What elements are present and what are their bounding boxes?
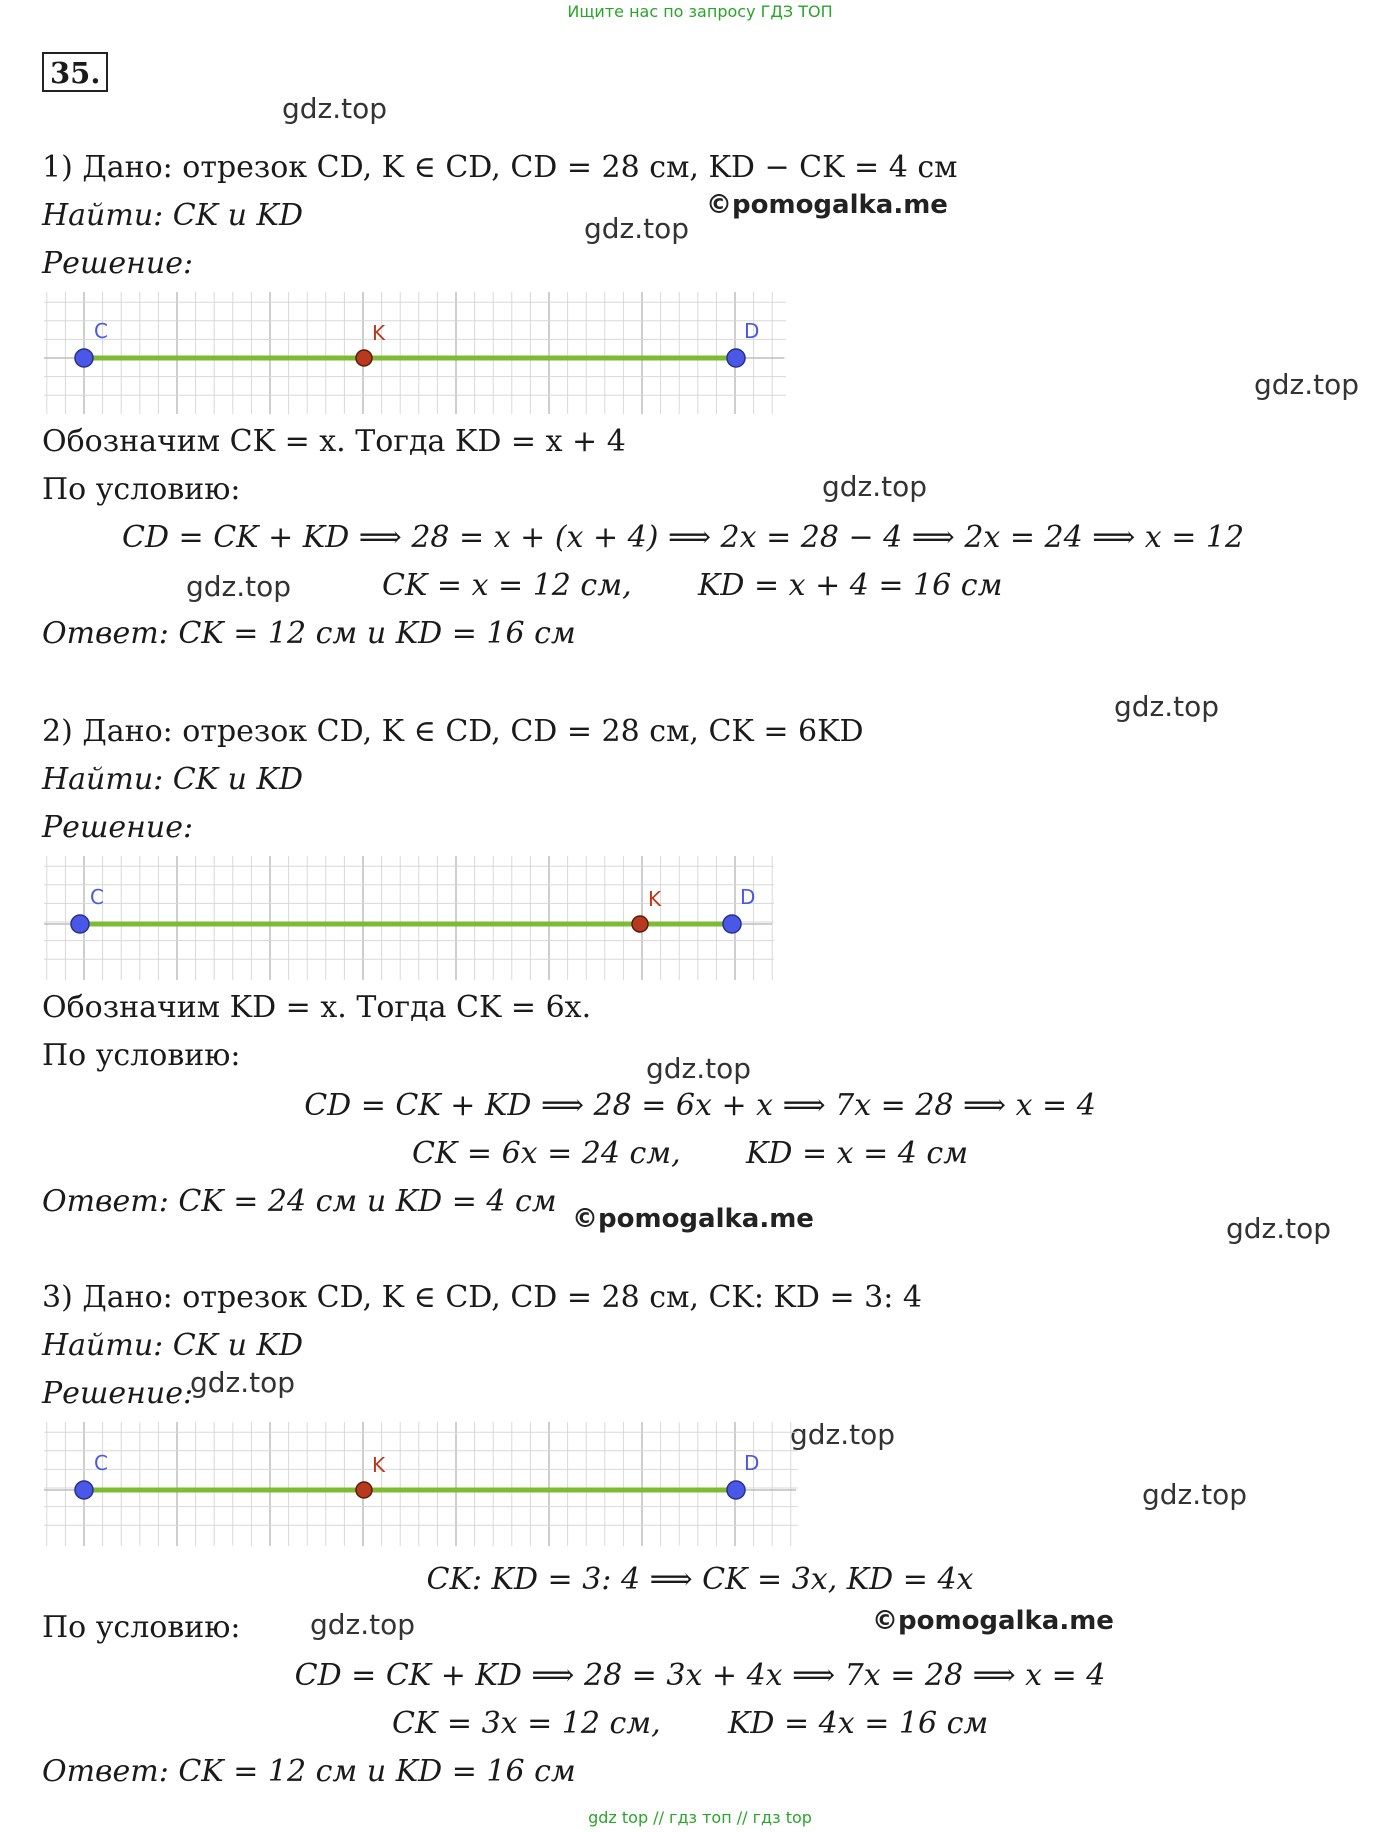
part1-answer: Ответ: CK = 12 см и KD = 16 см	[42, 616, 576, 651]
footer: gdz top // гдз топ // гдз top	[588, 1808, 812, 1827]
watermark-gdz: gdz.top	[282, 92, 388, 125]
point-c	[75, 349, 93, 367]
part3-ratio: CK: KD = 3: 4 ⟹ CK = 3x, KD = 4x	[426, 1562, 974, 1597]
part3-find: Найти: CK и KD	[42, 1328, 304, 1363]
watermark-gdz: gdz.top	[1114, 690, 1220, 723]
part3-answer: Ответ: CK = 12 см и KD = 16 см	[42, 1754, 576, 1789]
part3-condition: По условию:	[42, 1610, 241, 1645]
part1-segment-diagram	[44, 292, 786, 414]
watermark-pomogalka: ©pomogalka.me	[706, 190, 948, 220]
watermark-gdz: gdz.top	[310, 1608, 416, 1641]
label-c: C	[94, 1451, 108, 1475]
part2-condition: По условию:	[42, 1038, 241, 1073]
label-c: C	[94, 319, 108, 343]
part3-solution-label: Решение:	[42, 1376, 194, 1411]
point-d	[723, 915, 741, 933]
part3-result-kd: KD = 4x = 16 см	[728, 1706, 989, 1741]
point-k	[632, 916, 648, 932]
part3-result-ck: CK = 3x = 12 см,	[392, 1706, 661, 1741]
top-banner: Ищите нас по запросу ГДЗ ТОП	[567, 2, 833, 21]
part2-answer: Ответ: CK = 24 см и KD = 4 см	[42, 1184, 557, 1219]
point-c	[75, 1481, 93, 1499]
part1-given: 1) Дано: отрезок CD, K ∈ CD, CD = 28 см, KD − CK = 4 см	[42, 150, 958, 185]
watermark-gdz: gdz.top	[790, 1418, 896, 1451]
part1-solution-label: Решение:	[42, 246, 194, 281]
part1-result-kd: KD = x + 4 = 16 см	[698, 568, 1003, 603]
point-c	[71, 915, 89, 933]
grid	[44, 1422, 798, 1546]
watermark-gdz: gdz.top	[1226, 1212, 1332, 1245]
problem-number: 35.	[42, 52, 108, 92]
part1-equation: CD = CK + KD ⟹ 28 = x + (x + 4) ⟹ 2x = 28 − 4 ⟹ 2x = 24 ⟹ x = 12	[122, 520, 1245, 555]
label-c: C	[90, 885, 104, 909]
grid	[44, 292, 786, 414]
part2-result-ck: CK = 6x = 24 см,	[412, 1136, 681, 1171]
part2-notation: Обозначим KD = x. Тогда CK = 6x.	[42, 990, 592, 1025]
point-d	[727, 1481, 745, 1499]
watermark-gdz: gdz.top	[646, 1052, 752, 1085]
watermark-pomogalka: ©pomogalka.me	[572, 1204, 814, 1234]
part2-equation: CD = CK + KD ⟹ 28 = 6x + x ⟹ 7x = 28 ⟹ x = 4	[304, 1088, 1096, 1123]
part3-equation: CD = CK + KD ⟹ 28 = 3x + 4x ⟹ 7x = 28 ⟹ x = 4	[294, 1658, 1106, 1693]
part1-condition: По условию:	[42, 472, 241, 507]
label-k: K	[372, 1453, 386, 1477]
part2-result-kd: KD = x = 4 см	[746, 1136, 969, 1171]
watermark-gdz: gdz.top	[584, 212, 690, 245]
point-k	[356, 350, 372, 366]
label-d: D	[740, 885, 756, 909]
watermark-gdz: gdz.top	[1254, 368, 1360, 401]
watermark-gdz: gdz.top	[186, 570, 292, 603]
part2-solution-label: Решение:	[42, 810, 194, 845]
watermark-pomogalka: ©pomogalka.me	[872, 1606, 1114, 1636]
point-d	[727, 349, 745, 367]
grid	[44, 856, 774, 980]
watermark-gdz: gdz.top	[190, 1366, 296, 1399]
label-k: K	[648, 887, 662, 911]
part1-find: Найти: CK и KD	[42, 198, 304, 233]
part2-find: Найти: CK и KD	[42, 762, 304, 797]
watermark-gdz: gdz.top	[1142, 1478, 1248, 1511]
label-d: D	[744, 319, 760, 343]
part1-notation: Обозначим CK = x. Тогда KD = x + 4	[42, 424, 626, 459]
label-k: K	[372, 321, 386, 345]
part2-segment-diagram	[44, 856, 774, 980]
part1-result-ck: CK = x = 12 см,	[382, 568, 632, 603]
part3-segment-diagram	[44, 1422, 798, 1546]
watermark-gdz: gdz.top	[822, 470, 928, 503]
part3-given: 3) Дано: отрезок CD, K ∈ CD, CD = 28 см, CK: KD = 3: 4	[42, 1280, 922, 1315]
point-k	[356, 1482, 372, 1498]
label-d: D	[744, 1451, 760, 1475]
part2-given: 2) Дано: отрезок CD, K ∈ CD, CD = 28 см, CK = 6KD	[42, 714, 864, 749]
